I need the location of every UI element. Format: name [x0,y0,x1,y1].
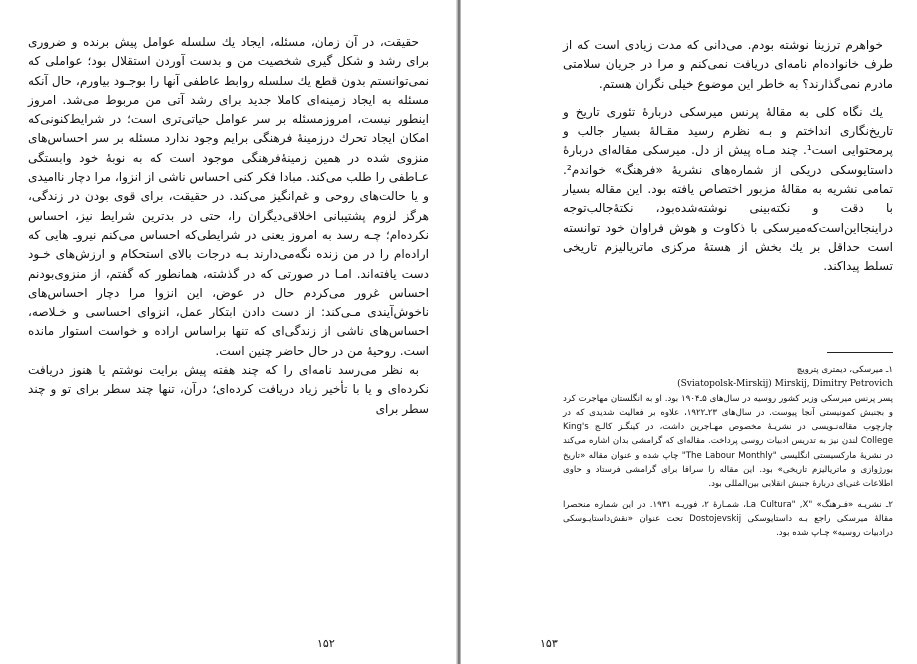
paragraph-spacer [563,94,893,103]
left-page-number: ۱۵۲ [317,637,335,650]
right-paragraph-1: خواهرم ترزینا نوشته بودم. می‌دانی که مدت زیادی است که از طرف خانواده‌ام نامه‌ای دریافت نمی‌کنم و مرا در جریان سلامتی مادرم نمی‌گذارند؟ به خاطر این موضوع خیلی نگران هستم. [563,38,893,91]
footnote-1-latin-name: (Sviatopolsk-Mirskij) Mirskij, Dimitry Petrovich [677,379,893,390]
left-paragraph-2: به نظر می‌رسد نامه‌ای را که چند هفته پیش برایت نوشتم یا هنوز دریافت نکرده‌ای و یا با تأخیر زیاد دریافت کرده‌ای؛ در‌آن، تنها چند سطر برای تو و چند سطر برای [28,363,429,416]
right-page [462,0,917,664]
right-page-number: ۱۵۳ [540,637,558,650]
footnote-1-body: پسر پرنس میرسکی وزیر کشور روسیه در سال‌های ۵ـ۱۹۰۴ بود. او به انگلستان مهاجرت کرد و بجنبش کمونیستی آنجا پیوست. در سال‌های ۲۳ـ۱۹۲۲، علاوه بر فعالیت شدیدی که در چارچوب مقاله‌نـویسی در نشریـهٔ مخصوص مهـاجرین داشت، در کینگـز کالـج King's College لندن نیز به تدریس ادبیات روسی پرداخت. مقاله‌ای که گرامشی بدان اشاره می‌کند در نشریهٔ مارکسیستی انگلیسی "The Labour Monthly" چاپ شده و عنوان مقاله «تاریخ بورژوازی و ماتریالیزم تاریخی» بود. این مقاله را سرافا برای گرامشی فرستاد و حاوی اطلاعات غنی‌ای دربارهٔ جنبش انقلابی بین‌المللی بود. [563,393,893,490]
left-page-body [28,33,429,419]
footnotes [563,363,893,541]
footnote-1-title: ۱ـ میرسکی، دیمتری پترویچ [796,365,893,375]
left-paragraph-1: حقیقت، در آن زمان، مسئله، ایجاد یك سلسله عوامل پیش برنده و ضروری برای رشد و شکل گیری شخصیت من و بدست آوردن استقلال بود؛ عواملی که نمی‌توانستم بدون قطع یك سلسله روابط عاطفی آنها را بوجـود بیاورم، حال آنکه مسئله به ایجاد زمینه‌ای کاملا جدید برای رشد آتی من مربوط می‌شد. امروز اینطور نیست، امروزمسئله بر سر عوامل حیاتی‌تری است؛ در شرایط‌کنونی‌که امکان ایجاد تحرك درزمینهٔ فرهنگی برایم وجود ندارد مسئله بر سر احساس‌های منزوی شده در همین زمینهٔ‌فرهنگی موجود است که به نوبهٔ خود وابستگی عـاطفی را طلب می‌کند. مبادا فکر کنی احساس ناشی از انزوا، مرا دچار ناامیدی و یا حالت‌های روحی و غم‌انگیز می‌کند. در حقیقت، برای قوی بودن در زندگی، هرگز لزوم پشتیبانی اخلاقی‌دیگران را، حتی در بدترین شرایط نیز، احساس نکرده‌ام؛ چـه رسد به امروز یعنی در شرایطی‌که احساس می‌کنم نیروـ هایی که اراده‌ام را در من زنده نگه‌می‌دارند بـه درجات بالای استحکام و ارزش‌های خـود دست یافته‌اند. امـا در صورتی که در گذشته، همانطور که گفتم، از منزوی‌بودنم احساس غرور می‌کردم حال در عوض، این انزوا مرا دچار احساس‌های ناخوش‌آیندی مـی‌کند: از دست دادن ابتکار عمل، انزوای احساسی و خـلاصه، احساس‌های ناشی از زندگی‌ای که تنها براساس اراده و خواست استوار مانده است. روحیهٔ من در حال حاضر چنین است. [28,35,429,358]
right-paragraph-2: یك نگاه کلی به مقالهٔ پرنس میرسکی دربارهٔ تئوری تاریخ و تاریخ‌نگاری انداختم و بـه نظرم رسید مقـالهٔ بسیار جالب و پرمحتوایی است¹. چند مـاه پیش از دل. میرسکی مقاله‌ای دربارهٔ داستایوسکی دریکی از شماره‌های نشریهٔ «فرهنگ» خواندم². تمامی نشریه به مقالهٔ مزبور اختصاص یافته بود. این مقاله بسیار با دقت و نکته‌بینی نوشته‌شده‌بود، نکتهٔ‌جالب‌توجه دراینجااین‌است‌که‌میرسکی با ذکاوت و هوش فراوان خود توانسته است حداقل بر یك بخش از هستهٔ مرکزی ماتریالیزم تاریخی تسلط پیداکند. [563,104,893,274]
left-page [0,0,455,664]
footnote-separator [827,352,893,353]
footnote-2-body: ۲ـ نشریـه «فـرهنگ» "La Cultura" ,X، شمـارهٔ ۲، فوریـه ۱۹۳۱. در این شماره منحصرا مقالهٔ میرسکی راجع بـه داستایوسکی Dostojevskij تحت عنوان «نقش‌داستایـوسکی درادبیات روسیه» چـاپ شده بود. [563,499,894,539]
right-page-body [563,36,893,277]
book-gutter [456,0,461,664]
